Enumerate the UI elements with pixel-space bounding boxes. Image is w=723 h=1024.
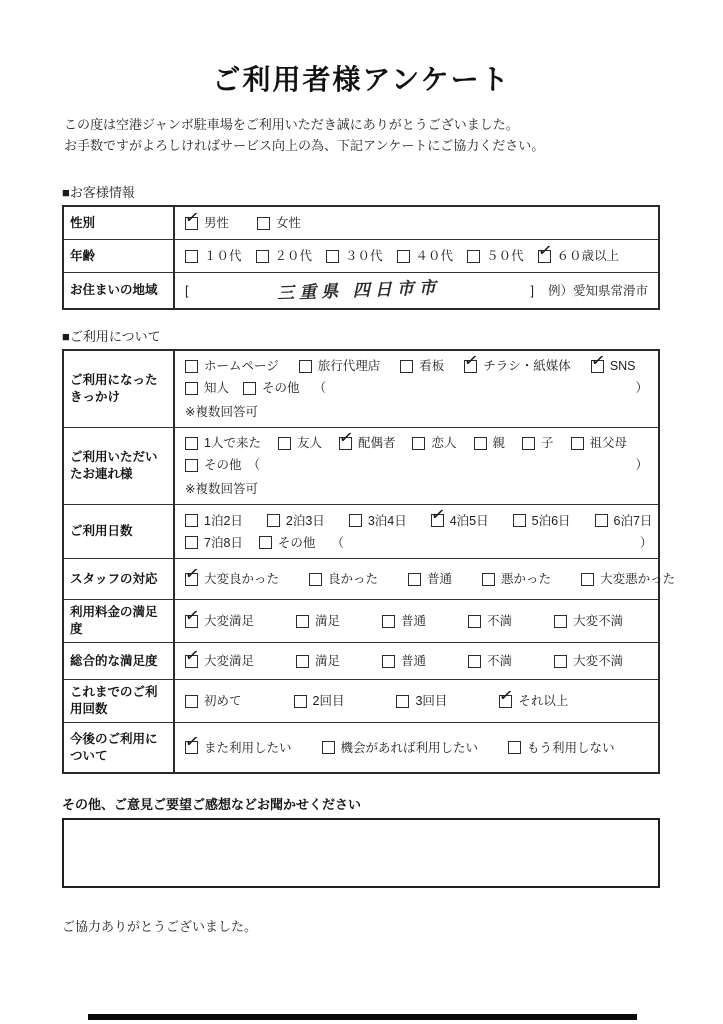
- checkbox-option[interactable]: [589, 349, 636, 376]
- checkbox[interactable]: [467, 250, 480, 263]
- checked-checkbox[interactable]: [183, 731, 201, 754]
- row-label-staff: スタッフの対応: [64, 559, 175, 599]
- option-label: １０代: [204, 249, 242, 263]
- checkbox[interactable]: [382, 655, 395, 668]
- checkbox[interactable]: [296, 615, 309, 628]
- visit-count-options: [185, 684, 648, 712]
- option-label: 6泊7日: [613, 513, 653, 528]
- checkbox[interactable]: [267, 514, 280, 527]
- option-label: 1人で来た: [204, 436, 261, 450]
- option-label: 祖父母: [589, 436, 628, 450]
- multi-answer-note: ※複数回答可: [185, 482, 258, 496]
- option-label: 配偶者: [357, 436, 396, 450]
- check-mark: ✓: [462, 349, 480, 372]
- checked-checkbox[interactable]: [183, 644, 201, 668]
- row-label-future-use: 今後のご利用について: [64, 723, 175, 772]
- checkbox-option[interactable]: [467, 246, 524, 266]
- checkbox[interactable]: [299, 360, 312, 373]
- checkbox-option[interactable]: [185, 433, 261, 453]
- nights-options-line2: [185, 532, 652, 554]
- checkbox-option[interactable]: [349, 511, 407, 531]
- checkbox-option[interactable]: [296, 651, 340, 671]
- checkbox-option[interactable]: [536, 239, 620, 266]
- check-mark: ✓: [183, 644, 201, 667]
- option-label: 普通: [427, 572, 453, 586]
- intro-line-2: お手数ですがよろしければサービス向上の為、下記アンケートにご協力ください。: [64, 138, 545, 153]
- checkbox-option[interactable]: [185, 533, 243, 553]
- checkbox-option[interactable]: [337, 426, 396, 453]
- option-label: 男性: [204, 216, 230, 230]
- checkbox[interactable]: [508, 741, 521, 754]
- option-label: 不満: [487, 614, 513, 628]
- option-label: その他: [204, 458, 242, 472]
- checkbox[interactable]: [554, 615, 567, 628]
- checkbox-option[interactable]: [185, 246, 242, 266]
- row-label-trigger: ご利用になったきっかけ: [64, 351, 175, 427]
- row-label-nights: ご利用日数: [64, 505, 175, 558]
- checkbox[interactable]: [349, 514, 362, 527]
- nights-options-line1: [185, 504, 653, 532]
- option-label: 子: [541, 436, 554, 450]
- trigger-options-line1: [185, 349, 648, 377]
- option-label: ホームページ: [204, 359, 279, 373]
- checkbox[interactable]: [185, 695, 198, 708]
- checkbox-option[interactable]: [183, 644, 255, 671]
- checkbox-option[interactable]: [326, 246, 383, 266]
- checkbox-option[interactable]: [482, 569, 551, 589]
- option-label: 5泊6日: [531, 513, 571, 528]
- paren-open: （: [247, 458, 261, 472]
- checkbox-option[interactable]: [183, 731, 292, 758]
- row-label-region: お住まいの地域: [64, 273, 175, 308]
- multi-answer-note: ※複数回答可: [185, 405, 258, 419]
- checkbox-option[interactable]: [185, 356, 279, 376]
- checked-checkbox[interactable]: [429, 504, 447, 527]
- checked-checkbox[interactable]: [337, 426, 355, 450]
- checkbox[interactable]: [397, 250, 410, 263]
- checkbox[interactable]: [382, 615, 395, 628]
- staff-options: [183, 562, 676, 590]
- option-label: SNS: [609, 359, 636, 373]
- checkbox[interactable]: [185, 382, 198, 395]
- option-label: 1泊2日: [204, 513, 243, 528]
- option-label: その他: [277, 535, 316, 550]
- checkbox-option[interactable]: [408, 569, 452, 589]
- checkbox-option[interactable]: [257, 213, 301, 233]
- check-mark: ✓: [183, 206, 201, 229]
- row-companions: [64, 428, 658, 505]
- check-mark: ✓: [183, 731, 201, 753]
- checkbox[interactable]: [185, 250, 198, 263]
- checkbox[interactable]: [571, 437, 584, 450]
- checkbox[interactable]: [468, 615, 481, 628]
- checkbox[interactable]: [309, 573, 322, 586]
- checkbox[interactable]: [185, 437, 198, 450]
- checkbox-option[interactable]: [462, 349, 571, 376]
- row-label-gender: 性別: [64, 207, 175, 239]
- checkbox-option[interactable]: [256, 246, 313, 266]
- option-label: 3泊4日: [367, 513, 407, 528]
- checkbox[interactable]: [185, 536, 198, 549]
- option-label: 大変不満: [573, 614, 624, 628]
- option-label: 親: [492, 436, 506, 450]
- option-label: 大変悪かった: [600, 572, 676, 586]
- checkbox-option[interactable]: [243, 378, 300, 398]
- option-label: 満足: [315, 654, 341, 668]
- option-label: ２０代: [274, 249, 313, 263]
- page-title: ご利用者様アンケート: [212, 64, 511, 95]
- checkbox-option[interactable]: [185, 455, 242, 475]
- option-label: 悪かった: [501, 572, 552, 586]
- checked-checkbox[interactable]: [498, 684, 515, 708]
- future-use-options: [183, 731, 648, 759]
- checkbox[interactable]: [185, 459, 198, 472]
- row-label-overall-satisfaction: 総合的な満足度: [64, 643, 175, 679]
- option-label: 普通: [401, 614, 427, 628]
- row-future-use: [64, 723, 658, 772]
- checkbox-option[interactable]: [498, 684, 569, 711]
- option-label: 旅行代理店: [317, 359, 381, 373]
- checkbox[interactable]: [259, 536, 272, 549]
- closing-text: ご協力ありがとうございました。: [62, 919, 258, 934]
- checkbox-option[interactable]: [513, 511, 571, 531]
- scan-artifact-bar: [88, 1014, 637, 1020]
- checkbox[interactable]: [554, 655, 567, 668]
- checkbox-option[interactable]: [468, 651, 512, 671]
- price-satisfaction-options: [183, 604, 648, 632]
- option-label: 満足: [315, 614, 341, 628]
- checkbox-option[interactable]: [299, 356, 381, 376]
- checkbox[interactable]: [400, 360, 413, 373]
- checkbox-option[interactable]: [183, 604, 255, 631]
- checkbox[interactable]: [474, 437, 487, 450]
- checkbox-option[interactable]: [397, 246, 454, 266]
- check-mark: ✓: [183, 604, 201, 627]
- checked-checkbox[interactable]: [536, 239, 554, 263]
- checked-checkbox[interactable]: [462, 349, 480, 373]
- row-price-satisfaction: [64, 600, 658, 643]
- row-overall-satisfaction: [64, 643, 658, 680]
- customer-info-table: [62, 205, 660, 310]
- checkbox[interactable]: [294, 695, 307, 708]
- option-label: 知人: [204, 381, 230, 395]
- checkbox-option[interactable]: [294, 691, 345, 711]
- checkbox-option[interactable]: [400, 356, 444, 376]
- option-label: 大変不満: [573, 654, 624, 668]
- checkbox-option[interactable]: [581, 569, 675, 589]
- option-label: ６０歳以上: [556, 249, 620, 263]
- checkbox-option[interactable]: [554, 651, 623, 671]
- checkbox[interactable]: [595, 514, 608, 527]
- check-mark: ✓: [536, 239, 554, 262]
- checkbox[interactable]: [408, 573, 421, 586]
- checkbox[interactable]: [256, 250, 269, 263]
- overall-satisfaction-options: [183, 644, 648, 672]
- row-gender: [64, 207, 658, 240]
- checkbox[interactable]: [396, 695, 409, 708]
- option-label: 恋人: [431, 436, 457, 450]
- row-nights: [64, 505, 658, 559]
- paren-close: ）: [635, 381, 648, 395]
- check-mark: ✓: [429, 504, 447, 526]
- option-label: 大変良かった: [204, 572, 280, 586]
- checkbox[interactable]: [326, 250, 339, 263]
- option-label: もう利用しない: [527, 740, 615, 755]
- row-staff: [64, 559, 676, 600]
- check-mark: ✓: [337, 426, 355, 449]
- checkbox-option[interactable]: [296, 611, 340, 631]
- row-label-price-satisfaction: 利用料金の満足度: [64, 600, 175, 642]
- customer-info-heading: ■お客様情報: [62, 185, 135, 200]
- option-label: 3回目: [415, 694, 448, 708]
- checkbox-option[interactable]: [554, 611, 623, 631]
- checkbox[interactable]: [257, 217, 270, 230]
- checkbox-option[interactable]: [183, 206, 230, 233]
- option-label: 7泊8日: [204, 535, 243, 550]
- age-options: [185, 239, 648, 267]
- paren-open: （: [313, 381, 327, 395]
- paren-close: ）: [635, 458, 648, 472]
- option-label: チラシ・紙媒体: [483, 359, 571, 373]
- checkbox-option[interactable]: [183, 562, 280, 589]
- row-region: [64, 273, 658, 308]
- checked-checkbox[interactable]: [183, 604, 201, 628]
- checkbox-option[interactable]: [474, 433, 506, 453]
- option-label: 2泊3日: [285, 513, 325, 528]
- trigger-options-line2: [185, 377, 648, 399]
- handwritten-region: 三重県 四日市市: [277, 277, 442, 303]
- option-label: また利用したい: [204, 740, 292, 755]
- row-label-age: 年齢: [64, 240, 175, 272]
- row-age: [64, 240, 658, 273]
- checked-checkbox[interactable]: [183, 562, 201, 586]
- companions-options-line1: [185, 426, 648, 454]
- checkbox[interactable]: [522, 437, 535, 450]
- checkbox-option[interactable]: [508, 738, 615, 758]
- comments-box[interactable]: [62, 818, 660, 888]
- checkbox[interactable]: [322, 741, 335, 754]
- paren-close: ）: [639, 535, 653, 550]
- row-label-companions: ご利用いただいたお連れ様: [64, 428, 175, 504]
- trigger-note: [185, 401, 648, 423]
- row-visit-count: [64, 680, 658, 723]
- option-label: 機会があれば利用したい: [340, 740, 479, 755]
- checkbox-option[interactable]: [429, 504, 489, 531]
- checkbox[interactable]: [296, 655, 309, 668]
- check-mark: ✓: [498, 684, 515, 707]
- option-label: その他: [262, 381, 300, 395]
- companions-note: [185, 478, 648, 500]
- bracket-close: ]: [530, 283, 534, 298]
- checkbox-option[interactable]: [382, 611, 426, 631]
- checkbox-option[interactable]: [278, 433, 322, 453]
- option-label: ４０代: [415, 249, 454, 263]
- option-label: それ以上: [518, 694, 569, 708]
- checked-checkbox[interactable]: [183, 206, 201, 230]
- checkbox-option[interactable]: [185, 691, 242, 711]
- checkbox[interactable]: [243, 382, 256, 395]
- checkbox-option[interactable]: [396, 691, 447, 711]
- option-label: 4泊5日: [449, 513, 489, 528]
- option-label: 普通: [401, 654, 427, 668]
- row-trigger: [64, 351, 658, 428]
- checkbox-option[interactable]: [468, 611, 512, 631]
- checkbox[interactable]: [185, 514, 198, 527]
- option-label: 2回目: [312, 694, 345, 708]
- row-label-visit-count: これまでのご利用回数: [64, 680, 175, 722]
- option-label: 大変満足: [204, 614, 255, 628]
- checkbox[interactable]: [513, 514, 526, 527]
- intro-text: [64, 114, 723, 156]
- checkbox-option[interactable]: [571, 433, 628, 453]
- checkbox-option[interactable]: [412, 433, 456, 453]
- usage-table: [62, 349, 676, 774]
- checked-checkbox[interactable]: [589, 349, 607, 373]
- option-label: 女性: [276, 216, 302, 230]
- checkbox-option[interactable]: [309, 569, 378, 589]
- check-mark: ✓: [589, 349, 607, 372]
- option-label: ５０代: [486, 249, 524, 263]
- checkbox-option[interactable]: [322, 738, 479, 758]
- checkbox[interactable]: [468, 655, 481, 668]
- comments-label: その他、ご意見ご要望ご感想などお聞かせください: [62, 797, 362, 812]
- companions-options-line2: [185, 454, 648, 476]
- bracket-open: [: [185, 283, 189, 298]
- checkbox[interactable]: [482, 573, 495, 586]
- region-field: [185, 277, 648, 303]
- intro-line-1: この度は空港ジャンボ駐車場をご利用いただき誠にありがとうございました。: [64, 117, 519, 132]
- checkbox-option[interactable]: [595, 511, 653, 531]
- checkbox-option[interactable]: [267, 511, 325, 531]
- option-label: 初めて: [204, 694, 242, 708]
- check-mark: ✓: [183, 562, 201, 585]
- checkbox-option[interactable]: [185, 511, 243, 531]
- paren-open: （: [331, 535, 344, 550]
- option-label: 大変満足: [204, 654, 255, 668]
- checkbox-option[interactable]: [259, 533, 316, 553]
- option-label: 良かった: [328, 572, 379, 586]
- checkbox[interactable]: [185, 360, 198, 373]
- checkbox-option[interactable]: [382, 651, 426, 671]
- option-label: 不満: [487, 654, 513, 668]
- checkbox[interactable]: [581, 573, 594, 586]
- checkbox-option[interactable]: [185, 378, 229, 398]
- usage-heading: ■ご利用について: [62, 329, 161, 344]
- region-example: 例）愛知県常滑市: [547, 283, 648, 298]
- checkbox-option[interactable]: [522, 433, 554, 453]
- gender-options: [183, 206, 648, 234]
- checkbox[interactable]: [412, 437, 425, 450]
- option-label: 友人: [296, 436, 322, 450]
- checkbox[interactable]: [278, 437, 291, 450]
- option-label: ３０代: [345, 249, 383, 263]
- option-label: 看板: [419, 359, 445, 373]
